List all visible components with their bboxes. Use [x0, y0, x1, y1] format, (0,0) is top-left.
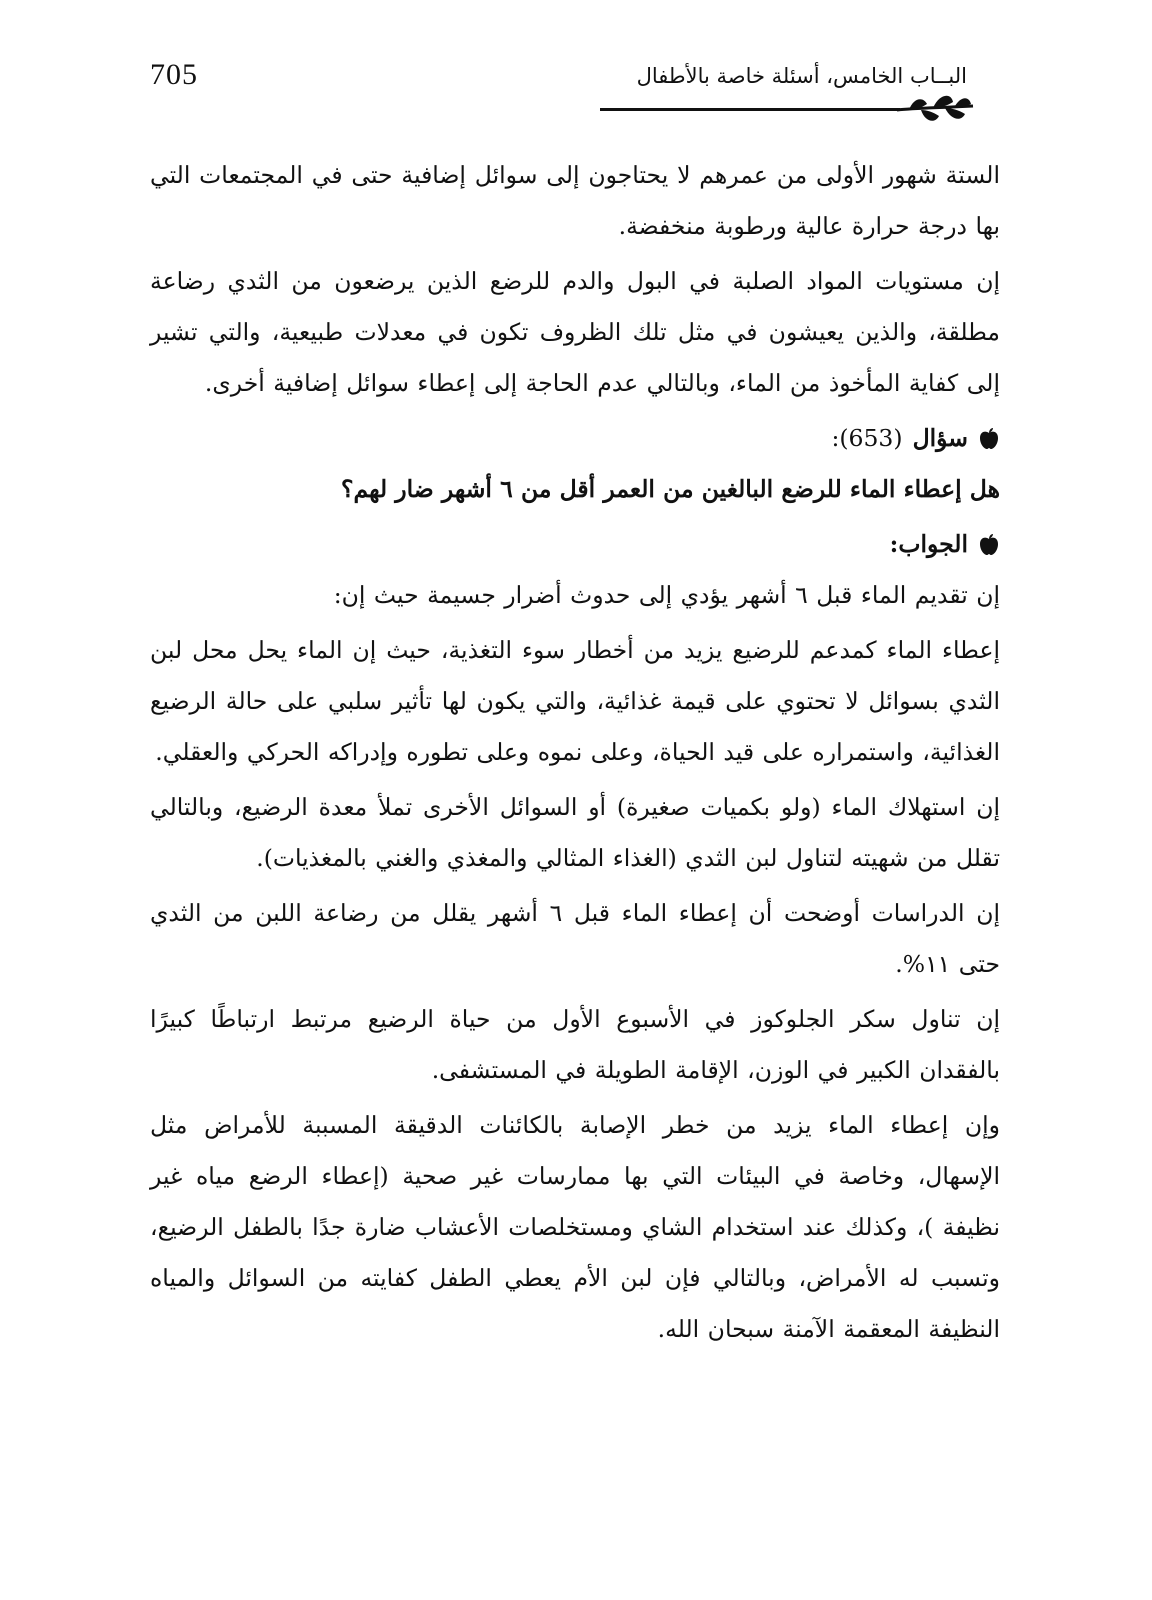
- paragraph-4: إعطاء الماء كمدعم للرضيع يزيد من أخطار سوء التغذية، حيث إن الماء يحل محل لبن الثدي بسوائل لا تحتوي على قيمة غذائية، والتي يكون لها تأثير سلبي على حالة الرضيع الغذائية، واستمراره على قيد الحياة، وعلى نموه وعلى تطوره وإدراكه الحركي والعقلي.: [150, 636, 1000, 766]
- apple-icon: [978, 427, 1000, 451]
- page-number: 705: [150, 58, 198, 91]
- paragraph-6: إن الدراسات أوضحت أن إعطاء الماء قبل ٦ أشهر يقلل من رضاعة اللبن من الثدي حتى ١١%.: [150, 899, 1000, 978]
- answer-heading: [150, 519, 1000, 570]
- page-body: [150, 150, 1000, 1359]
- answer-label: الجواب:: [889, 530, 968, 558]
- paragraph-7: إن تناول سكر الجلوكوز في الأسبوع الأول من حياة الرضيع مرتبط ارتباطًا كبيرًا بالفقدان الكبير في الوزن، الإقامة الطويلة في المستشفى.: [150, 1005, 1000, 1084]
- running-head: البــاب الخامس، أسئلة خاصة بالأطفال: [636, 64, 967, 88]
- header-rule: [600, 108, 900, 111]
- question-text: هل إعطاء الماء للرضع البالغين من العمر أقل من ٦ أشهر ضار لهم؟: [341, 475, 1000, 503]
- leaf-ornament-icon: [895, 86, 975, 132]
- paragraph-8: وإن إعطاء الماء يزيد من خطر الإصابة بالكائنات الدقيقة المسببة للأمراض مثل الإسهال، وخاصة في البيئات التي بها ممارسات غير صحية (إعطاء الرضع مياه غير نظيفة )، وكذلك عند استخدام الشاي ومستخلصات الأعشاب ضارة جدًا بالطفل الرضيع، وتسبب له الأمراض، وبالتالي فإن لبن الأم يعطي الطفل كفايته من السوائل والمياه النظيفة المعقمة الآمنة سبحان الله.: [150, 1111, 1000, 1343]
- question-label: سؤال: [912, 424, 968, 452]
- question-number: (653):: [831, 424, 903, 452]
- paragraph-1: الستة شهور الأولى من عمرهم لا يحتاجون إلى سوائل إضافية حتى في المجتمعات التي بها درجة حرارة عالية ورطوبة منخفضة.: [150, 161, 1000, 240]
- paragraph-3: إن تقديم الماء قبل ٦ أشهر يؤدي إلى حدوث أضرار جسيمة حيث إن:: [333, 581, 1000, 609]
- paragraph-5: إن استهلاك الماء (ولو بكميات صغيرة) أو السوائل الأخرى تملأ معدة الرضيع، وبالتالي تقلل من شهيته لتناول لبن الثدي (الغذاء المثالي والمغذي والغني بالمغذيات).: [150, 793, 1000, 872]
- paragraph-2: إن مستويات المواد الصلبة في البول والدم للرضع الذين يرضعون من الثدي رضاعة مطلقة، والذين يعيشون في مثل تلك الظروف تكون في معدلات طبيعية، والتي تشير إلى كفاية المأخوذ من الماء، وبالتالي عدم الحاجة إلى إعطاء سوائل إضافية أخرى.: [150, 267, 1000, 397]
- apple-icon: [978, 533, 1000, 557]
- question-heading: [150, 413, 1000, 464]
